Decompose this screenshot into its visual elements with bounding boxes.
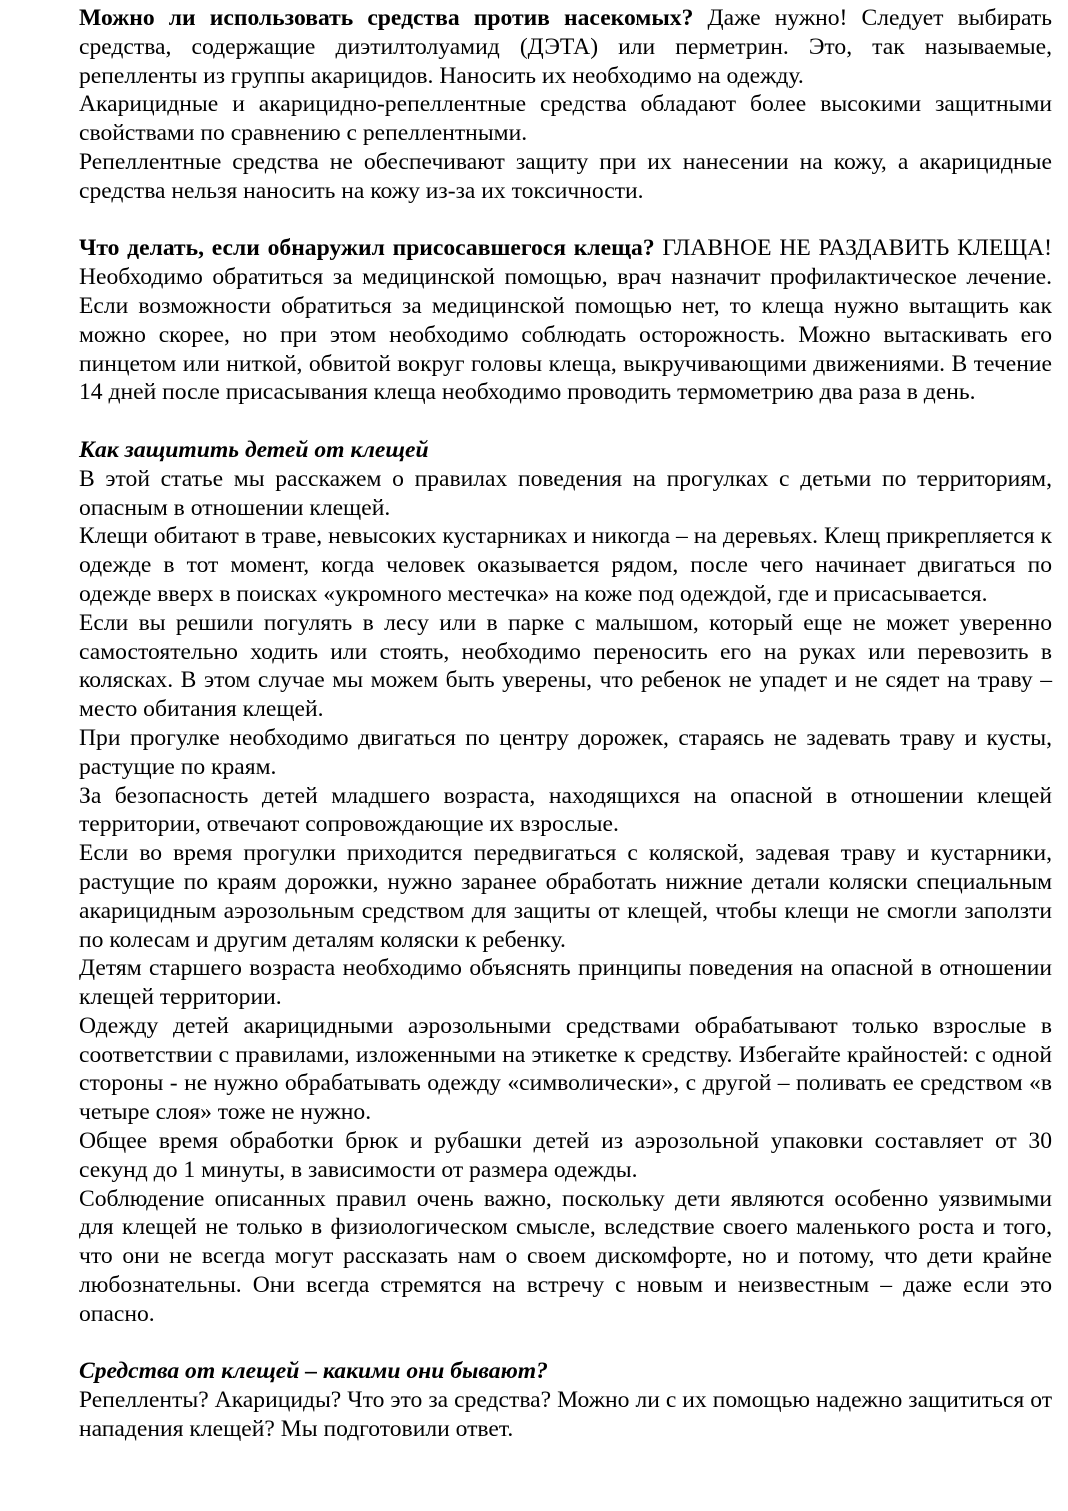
children-paragraph: Если во время прогулки приходится передвигаться с коляской, задевая траву и кустарники, растущие по краям дорожки, нужно заранее обработать нижние детали коляски специальным акарицидным аэрозольным средством для защиты от клещей, чтобы клещи не смогли заползти по колесам и другим деталям коляски к ребенку. <box>79 840 1052 953</box>
repellents-paragraph <box>79 4 1052 90</box>
section-gap <box>79 1329 1052 1358</box>
attached-tick-question: Что делать, если обнаружил присосавшегося клеща? <box>79 235 655 262</box>
means-paragraph: Репелленты? Акарициды? Что это за средства? Можно ли с их помощью надежно защититься от нападения клещей? Мы подготовили ответ. <box>79 1387 1052 1443</box>
attached-tick-answer: ГЛАВНОЕ НЕ РАЗДАВИТЬ КЛЕЩА! Необходимо обратиться за медицинской помощью, врач назначит профилактическое лечение. Если возможности обратиться за медицинской помощью нет, то клеща нужно вытащить как можно скорее, но при этом необходимо соблюдать осторожность. Можно вытаскивать его пинцетом или ниткой, обвитой вокруг головы клеща, выкручивающими движениями. В течение 14 дней после присасывания клеща необходимо проводить термометрию два раза в день. <box>79 235 1052 406</box>
children-paragraph: Одежду детей акарицидными аэрозольными средствами обрабатывают только взрослые в соответствии с правилами, изложенными на этикетке к средству. Избегайте крайностей: с одной стороны - не нужно обрабатывать одежду «символически», с другой – поливать ее средством «в четыре слоя» тоже не нужно. <box>79 1012 1052 1126</box>
children-paragraph: Клещи обитают в траве, невысоких кустарниках и никогда – на деревьях. Клещ прикрепляется к одежде в тот момент, когда человек оказывается рядом, после чего начинает двигаться по одежде вверх в поисках «укромного местечка» на коже под одеждой, где и присасывается. <box>79 523 1052 607</box>
repellents-answer: Даже нужно! Следует выбирать средства, содержащие диэтилтолуамид (ДЭТА) или перметрин. Это, так называемые, репелленты из группы акарицидов. Наносить их необходимо на одежду. <box>79 5 1052 89</box>
repellents-question: Можно ли использовать средства против насекомых? <box>79 5 694 31</box>
children-paragraph: При прогулке необходимо двигаться по центру дорожек, стараясь не задевать траву и кусты, растущие по краям. <box>79 724 1052 780</box>
section-gap <box>79 407 1052 436</box>
document-page <box>79 4 1052 1444</box>
toxicity-paragraph: Репеллентные средства не обеспечивают защиту при их нанесении на кожу, а акарицидные средства нельзя наносить на кожу из-за их токсичности. <box>79 148 1052 204</box>
children-paragraph: Общее время обработки брюк и рубашки детей из аэрозольной упаковки составляет от 30 секунд до 1 минуты, в зависимости от размера одежды. <box>79 1128 1052 1183</box>
children-paragraph: В этой статье мы расскажем о правилах поведения на прогулках с детьми по территориям, опасным в отношении клещей. <box>79 465 1052 521</box>
children-paragraph: Соблюдение описанных правил очень важно, поскольку дети являются особенно уязвимыми для клещей не только в физиологическом смысле, вследствие своего маленького роста и того, что они не всегда могут рассказать нам о своем дискомфорте, но и потому, что дети крайне любознательны. Они всегда стремятся на встречу с новым и неизвестным – даже если это опасно. <box>79 1185 1052 1327</box>
children-paragraph: За безопасность детей младшего возраста, находящихся на опасной в отношении клещей территории, отвечают сопровождающие их взрослые. <box>79 782 1052 838</box>
acaricide-comparison-paragraph: Акарицидные и акарицидно-репеллентные средства обладают более высокими защитными свойствами по сравнению с репеллентными. <box>79 91 1052 147</box>
attached-tick-paragraph <box>79 234 1052 407</box>
children-paragraph: Детям старшего возраста необходимо объяснять принципы поведения на опасной в отношении клещей территории. <box>79 955 1052 1011</box>
section-gap <box>79 206 1052 235</box>
means-section-heading: Средства от клещей – какими они бывают? <box>79 1358 548 1385</box>
children-paragraph: Если вы решили погулять в лесу или в парке с малышом, который еще не может уверенно самостоятельно ходить или стоять, необходимо переносить его на руках или перевозить в колясках. В этом случае мы можем быть уверены, что ребенок не упадет и не сядет на траву – место обитания клещей. <box>79 609 1052 723</box>
children-section-heading: Как защитить детей от клещей <box>79 436 429 463</box>
